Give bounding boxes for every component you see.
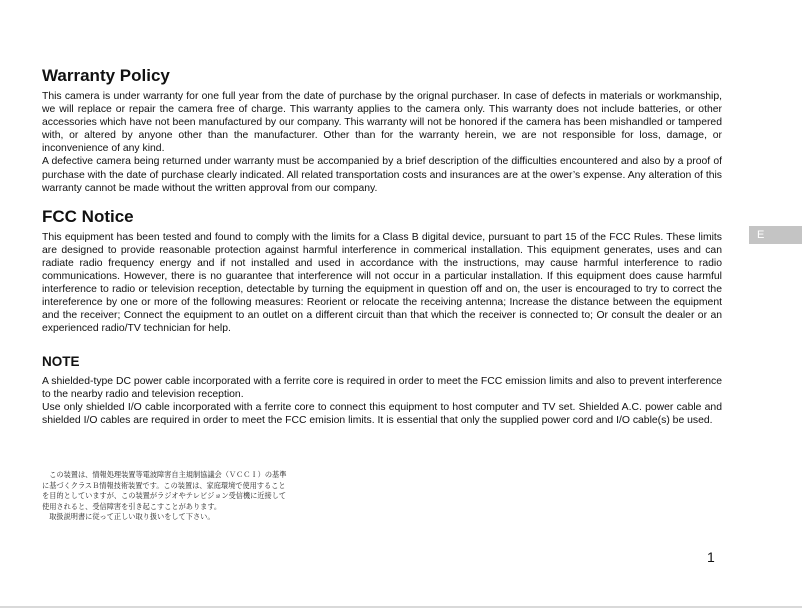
vcci-japanese-notice: この装置は、情報処理装置等電波障害自主規制協議会（ＶＣＣＩ）の基準 に基づくクラスＢ情報技術装置です。この装置は、家庭環境で使用すること を目的としていますが、この装置がラジオやテレビジョン受信機に近接して 使用されると、受信障害を引き起こすことがあります。 取扱説明書に従って正しい取り扱いをして下さい。	[42, 470, 287, 521]
warranty-policy-heading: Warranty Policy	[42, 66, 170, 85]
document-body	[42, 66, 722, 427]
note-heading: NOTE	[42, 353, 80, 369]
page-number: 1	[707, 549, 715, 565]
fcc-paragraph: This equipment has been tested and found to comply with the limits for a Class B digital device, pursuant to part 15 of the FCC Rules. These limits are designed to provide reasonable protection against harmful interference in commerical installation. This equipment generates, uses and can radiate radio frequency energy and if not installed and used in accordance with the instructions, may cause harmful interference to radio communications. However, there is no guarantee that interference will not occur in a particular installation. If this equipment does cause harmful interference to radio or television reception, detectable by turning the equipment in question off and on, the user is encouraged to try to correct the intereference by one or more of the following measures: Reorient or relocate the receiving antenna; Increase the distance between the equipment and the receiver; Connect the equipment to an outlet on a different circuit than that which the receiver is connected to; Or consult the dealer or an experienced radio/TV technician for help.	[42, 231, 722, 335]
warranty-paragraph-2: A defective camera being returned under warranty must be accompanied by a brief description of the difficulties encountered and also by a proof of purchase with the date of purchase clearly indicated. All related transportation costs and insurances are at the ower’s expense. Any alteration of this warranty cannot be made without the written approval from our company.	[42, 156, 722, 194]
language-tab-marker: E	[749, 226, 802, 244]
fcc-notice-heading: FCC Notice	[42, 206, 134, 226]
warranty-paragraph-1: This camera is under warranty for one full year from the date of purchase by the orignal purchaser. In case of defects in materials or workmanship, we will replace or repair the camera free of charge. This warranty applies to the camera only. This warranty does not include batteries, or other accessories which have not been manufactured by our company. This warranty will not be honored if the camera has been mishandled or tampered with, or altered by anyone other than the manufacturer. Other than for the warranty herein, we are not responsible for loss, damage, or inconvenience of any kind.	[42, 91, 722, 155]
note-paragraph-2: Use only shielded I/O cable incorporated with a ferrite core to connect this equipment to host computer and TV set. Shielded A.C. power cable and shielded I/O cables are required in order to meet the FCC emision limits. It is essential that only the supplied power cord and I/O cable(s) be used.	[42, 401, 722, 426]
note-paragraph-1: A shielded-type DC power cable incorporated with a ferrite core is required in order to meet the FCC emission limits and also to prevent interference to the nearby radio and television reception.	[42, 375, 722, 400]
